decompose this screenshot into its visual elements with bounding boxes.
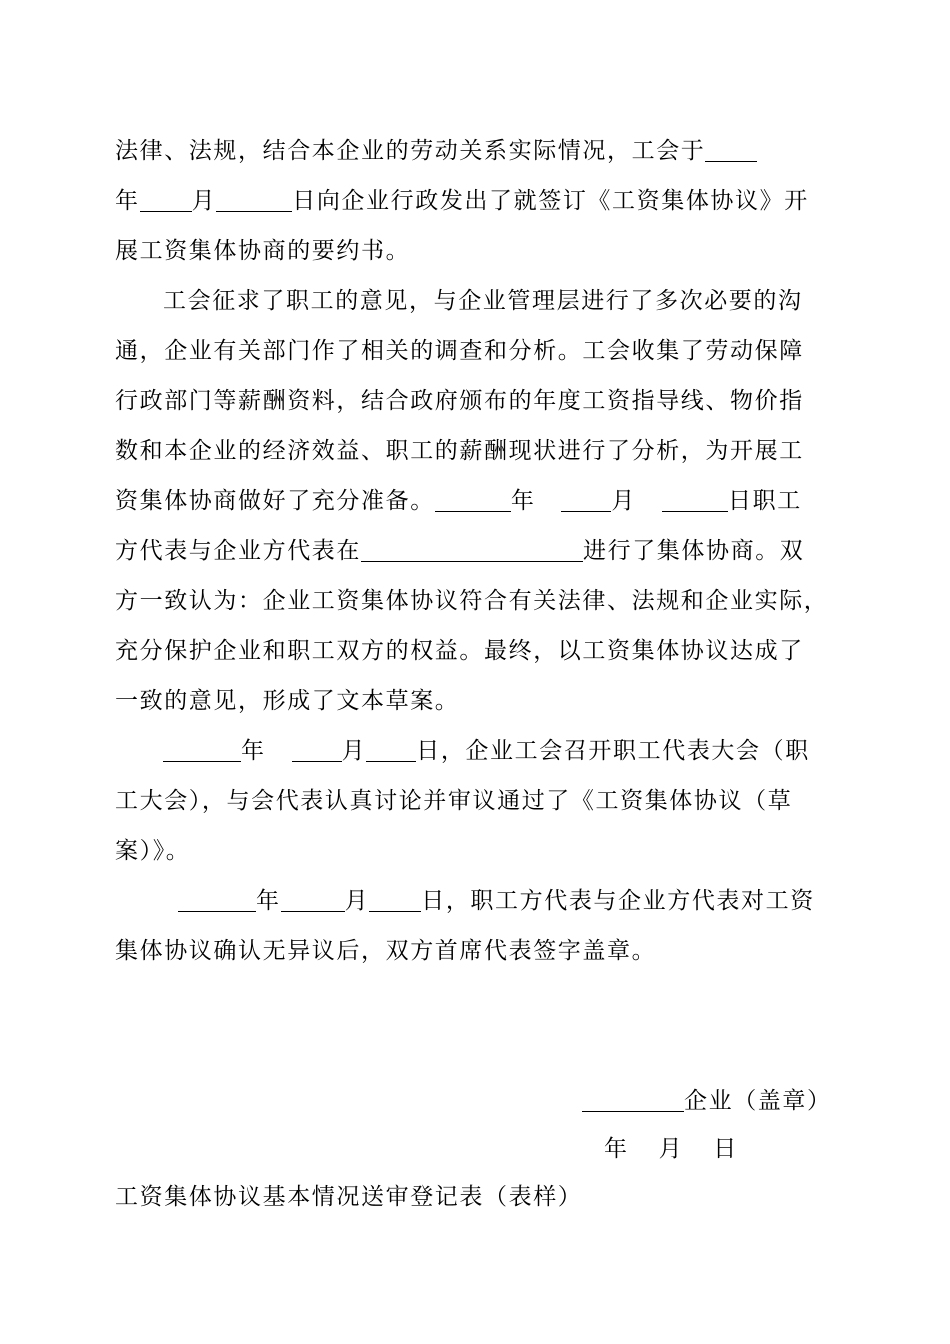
text: 年 [241, 738, 266, 764]
text: 法律、法规，结合本企业的劳动关系实际情况，工会于 [115, 138, 706, 164]
text: 充分保护企业和职工双方的权益。最终，以工资集体协议达成了 [115, 638, 804, 664]
text: 通，企业有关部门作了相关的调查和分析。工会收集了劳动保障 [115, 338, 804, 364]
paragraph-2-line-7 [115, 586, 828, 616]
text: 进行了集体协商。双 [583, 538, 805, 564]
text: 工资集体协议基本情况送审登记表（表样） [115, 1184, 583, 1210]
text: 年 [115, 188, 140, 214]
paragraph-2-line-1 [163, 286, 803, 316]
text: 方代表与企业方代表在 [115, 538, 361, 564]
month-label: 月 [658, 1136, 684, 1162]
location-blank[interactable] [361, 539, 583, 562]
day-blank[interactable] [216, 189, 292, 212]
text: 展工资集体协商的要约书。 [115, 238, 411, 264]
text: 年 [510, 488, 536, 514]
text: 一致的意见，形成了文本草案。 [115, 688, 460, 714]
month-blank[interactable] [292, 739, 342, 762]
paragraph-2-line-6 [115, 536, 804, 566]
text: 年 [256, 888, 281, 914]
text: 日向企业行政发出了就签订《工资集体协议》开 [292, 188, 809, 214]
paragraph-3-line-3 [115, 836, 190, 866]
text: 日，职工方代表与企业方代表对工资 [421, 888, 815, 914]
text: 行政部门等薪酬资料，结合政府颁布的年度工资指导线、物价指 [115, 388, 804, 414]
text: 月 [611, 488, 637, 514]
text: 月 [191, 188, 217, 214]
text: 日职工 [728, 488, 802, 514]
paragraph-2-line-3 [115, 386, 804, 416]
text: 案）》。 [115, 838, 191, 864]
company-name-blank[interactable] [582, 1089, 684, 1112]
day-blank[interactable] [369, 889, 421, 912]
text: 集体协议确认无异议后，双方首席代表签字盖章。 [115, 938, 657, 964]
year-blank[interactable] [163, 739, 241, 762]
month-blank[interactable] [281, 889, 345, 912]
company-seal-line [582, 1086, 832, 1116]
footer-title [115, 1182, 582, 1212]
year-blank[interactable] [705, 139, 757, 162]
month-blank[interactable] [561, 489, 611, 512]
paragraph-2-line-8 [115, 636, 804, 666]
paragraph-2-line-5 [115, 486, 802, 516]
year-blank[interactable] [178, 889, 256, 912]
text: 工大会），与会代表认真讨论并审议通过了《工资集体协议（草 [115, 788, 793, 814]
text: 工会征求了职工的意见，与企业管理层进行了多次必要的沟 [163, 288, 803, 314]
text: 方一致认为：企业工资集体协议符合有关法律、法规和企业实际， [115, 588, 829, 614]
day-label: 日 [713, 1136, 738, 1162]
text: 日，企业工会召开职工代表大会（职 [416, 738, 810, 764]
paragraph-3-line-2 [115, 786, 792, 816]
text: 资集体协商做好了充分准备。 [115, 488, 435, 514]
text: 数和本企业的经济效益、职工的薪酬现状进行了分析，为开展工 [115, 438, 804, 464]
day-blank[interactable] [662, 489, 728, 512]
paragraph-1-line-2 [115, 186, 809, 216]
company-seal-label: 企业（盖章） [684, 1088, 832, 1114]
paragraph-2-line-9 [115, 686, 459, 716]
paragraph-4-line-2 [115, 936, 656, 966]
year-blank[interactable] [435, 489, 511, 512]
text: 月 [341, 738, 367, 764]
paragraph-2-line-2 [115, 336, 804, 366]
day-blank[interactable] [366, 739, 416, 762]
paragraph-1-line-1 [115, 136, 757, 166]
paragraph-2-line-4 [115, 436, 804, 466]
signature-date [604, 1134, 738, 1164]
paragraph-1-line-3 [115, 236, 410, 266]
text: 月 [344, 888, 370, 914]
paragraph-4-line-1 [178, 886, 815, 916]
year-label: 年 [604, 1136, 629, 1162]
month-blank[interactable] [140, 189, 192, 212]
paragraph-3-line-1 [163, 736, 810, 766]
